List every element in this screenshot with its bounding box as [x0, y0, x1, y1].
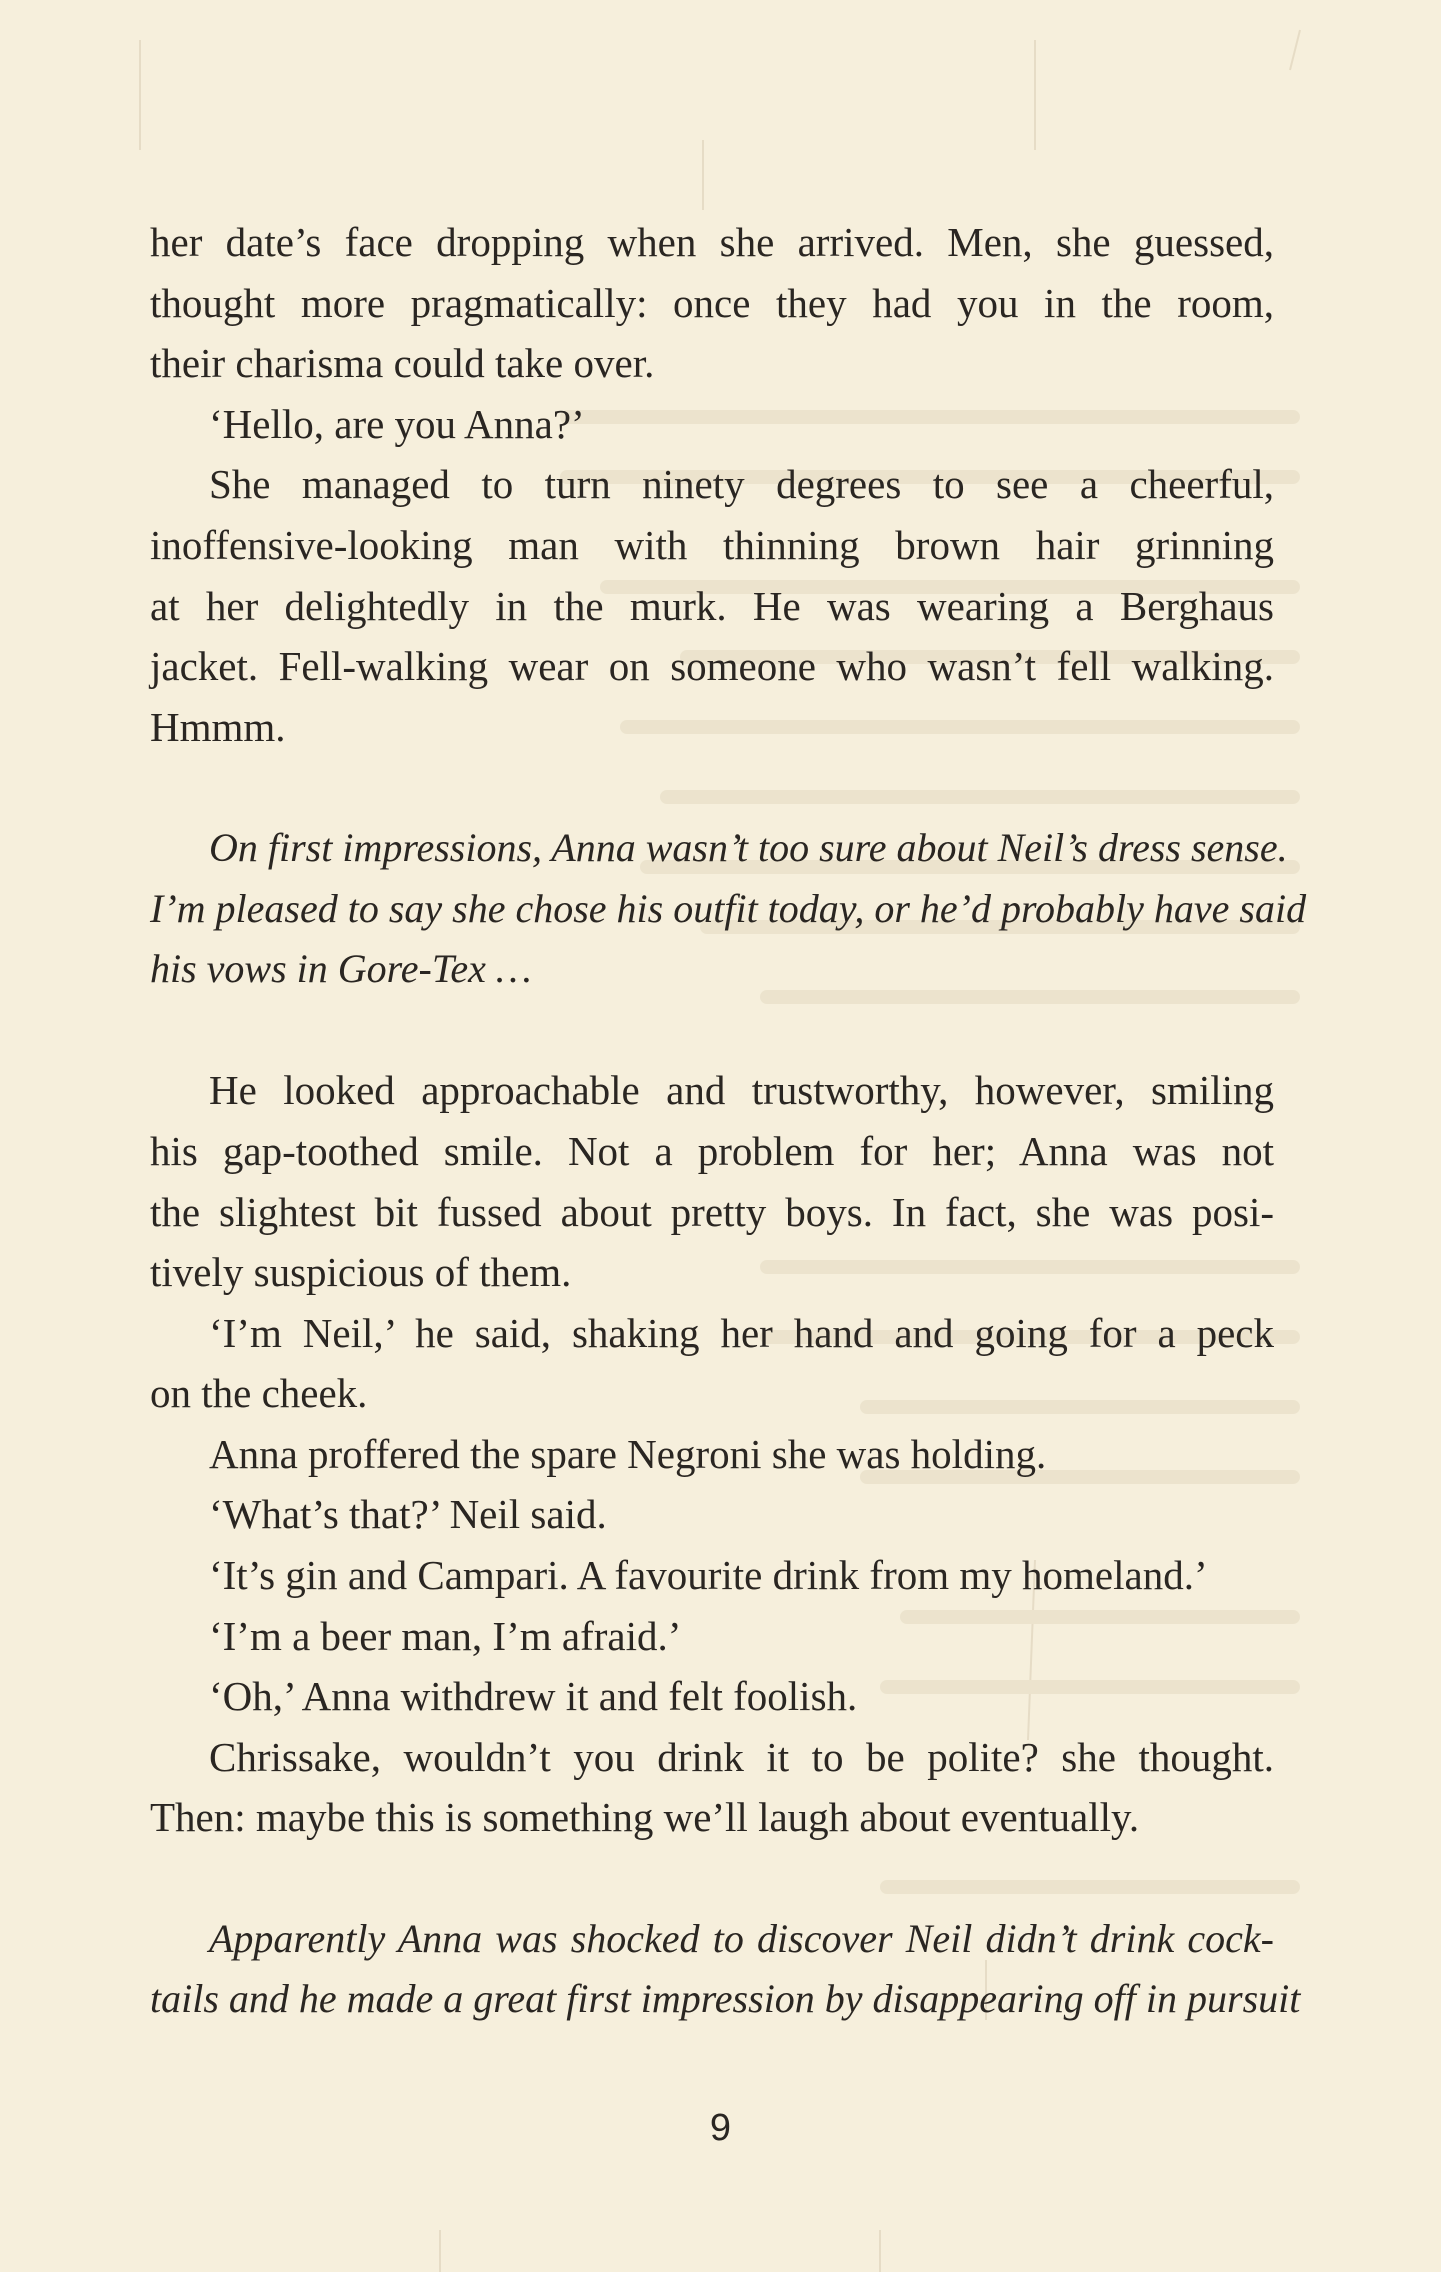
page-number: 9 — [709, 2107, 732, 2149]
text-line: Hmmm. — [150, 703, 286, 750]
italic-aside-line: his vows in Gore-Tex … — [150, 946, 532, 992]
section-break — [150, 1000, 1274, 1061]
text-line: Chrissake, wouldn’t you drink it to be polite? she thought. — [209, 1733, 1274, 1780]
body-text — [150, 212, 1307, 2030]
text-line: ‘I’m Neil,’ he said, shaking her hand and going for a peck — [209, 1309, 1274, 1356]
text-line: on the cheek. — [150, 1370, 368, 1417]
text-line: ‘Oh,’ Anna withdrew it and felt foolish. — [209, 1673, 858, 1720]
text-line: her date’s face dropping when she arrived. Men, she guessed, — [150, 219, 1274, 265]
text-line: ‘What’s that?’ Neil said. — [209, 1491, 607, 1538]
text-line: ‘Hello, are you Anna?’ — [209, 400, 585, 447]
text-line: their charisma could take over. — [150, 340, 655, 387]
italic-aside-line: I’m pleased to say she chose his outfit today, or he’d probably have said — [150, 885, 1307, 931]
italic-aside-line: Apparently Anna was shocked to discover Neil didn’t drink cock- — [209, 1915, 1274, 1961]
section-break — [150, 1848, 1274, 1909]
text-line: at her delightedly in the murk. He was wearing a Berghaus — [150, 582, 1274, 629]
section-break — [150, 757, 1274, 818]
text-line: Then: maybe this is something we’ll laugh about eventually. — [150, 1794, 1140, 1841]
text-line: Anna proffered the spare Negroni she was holding. — [209, 1430, 1047, 1477]
text-line: thought more pragmatically: once they had you in the room, — [150, 279, 1274, 326]
text-line: ‘It’s gin and Campari. A favourite drink from my homeland.’ — [209, 1552, 1208, 1599]
text-line: his gap-toothed smile. Not a problem for her; Anna was not — [150, 1127, 1274, 1174]
italic-aside-line: On first impressions, Anna wasn’t too sure about Neil’s dress sense. — [209, 824, 1288, 870]
text-line: tively suspicious of them. — [150, 1249, 572, 1296]
text-line: jacket. Fell-walking wear on someone who wasn’t fell walking. — [150, 643, 1274, 690]
text-line: the slightest bit fussed about pretty boys. In fact, she was posi- — [150, 1188, 1274, 1235]
italic-aside-line: tails and he made a great first impression by disappearing off in pursuit — [150, 1976, 1301, 2022]
text-line: ‘I’m a beer man, I’m afraid.’ — [209, 1612, 682, 1659]
text-line: She managed to turn ninety degrees to see a cheerful, — [209, 461, 1274, 508]
text-line: inoffensive-looking man with thinning brown hair grinning — [150, 521, 1274, 568]
text-line: He looked approachable and trustworthy, however, smiling — [209, 1067, 1274, 1114]
